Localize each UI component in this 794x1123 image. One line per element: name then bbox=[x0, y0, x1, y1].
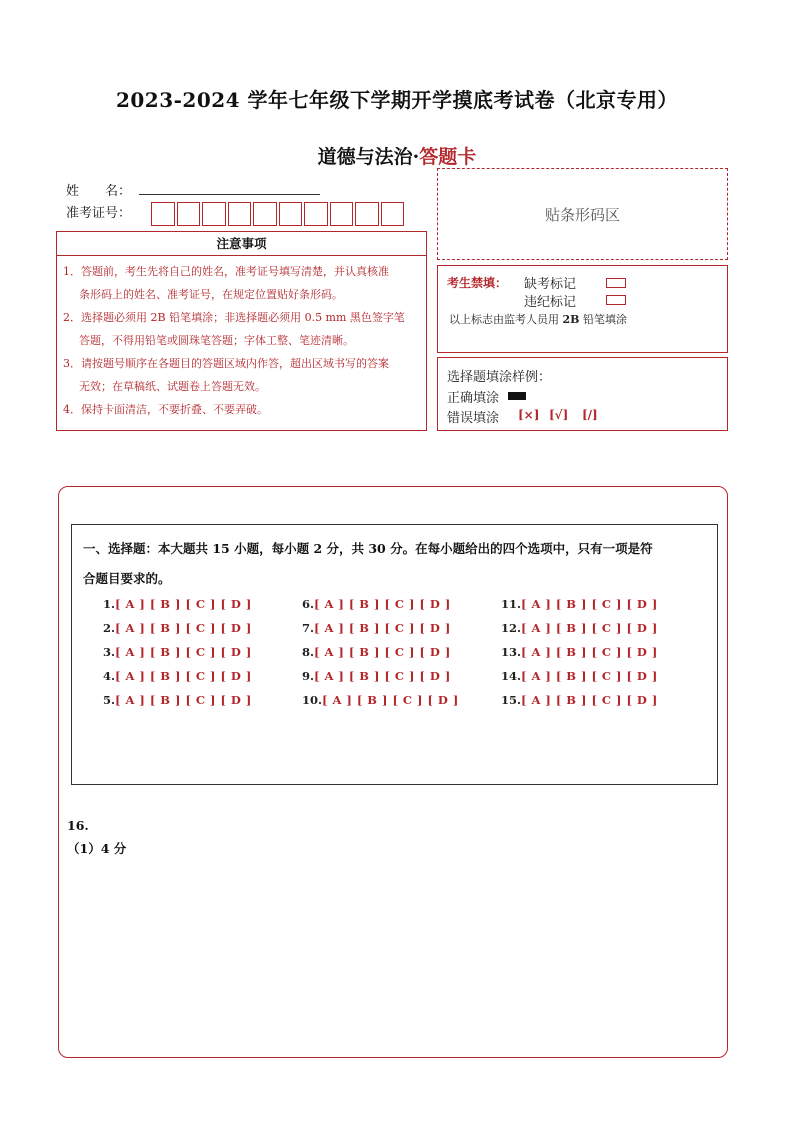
q16-number: 16. bbox=[67, 818, 89, 833]
ticket-digit-box[interactable] bbox=[228, 202, 252, 226]
violation-mark-label: 违纪标记 bbox=[524, 295, 577, 310]
mc-question[interactable] bbox=[501, 645, 657, 659]
answer-card-label: 答题卡 bbox=[419, 146, 477, 168]
mc-question[interactable] bbox=[103, 693, 251, 707]
mc-question[interactable] bbox=[302, 645, 450, 659]
sample-title: 选择题填涂样例： bbox=[447, 370, 552, 385]
question-number: 4. bbox=[103, 669, 116, 683]
ticket-digit-box[interactable] bbox=[304, 202, 328, 226]
mc-question[interactable] bbox=[103, 645, 251, 659]
question-number: 1. bbox=[103, 597, 116, 611]
answer-options[interactable]: [ A ] [ B ] [ C ] [ D ] bbox=[314, 597, 451, 611]
notice-item-cont: 条形码上的姓名、准考证号，在规定位置贴好条形码。 bbox=[79, 288, 343, 301]
question-number: 5. bbox=[103, 693, 116, 707]
proctor-only-box bbox=[437, 265, 728, 353]
notice-item-text: 2．选择题必须用 2B 铅笔填涂；非选择题必须用 0.5 mm 黑色签字笔 bbox=[63, 311, 405, 324]
fill-sample-box bbox=[437, 357, 728, 431]
barcode-area bbox=[437, 168, 728, 260]
wrong-mark-x: [×] bbox=[518, 408, 540, 422]
notice-item-text: 3．请按题号顺序在各题目的答题区域内作答，超出区域书写的答案 bbox=[63, 357, 389, 370]
ticket-digit-box[interactable] bbox=[177, 202, 201, 226]
question-number: 15. bbox=[501, 693, 522, 707]
question-number: 9. bbox=[302, 669, 315, 683]
answer-options[interactable]: [ A ] [ B ] [ C ] [ D ] bbox=[115, 693, 252, 707]
notice-item-text: 4．保持卡面清洁，不要折叠、不要弄破。 bbox=[63, 403, 268, 416]
name-label: 姓 名： bbox=[66, 184, 132, 199]
wrong-mark-check: [√] bbox=[549, 408, 569, 422]
answer-options[interactable]: [ A ] [ B ] [ C ] [ D ] bbox=[521, 621, 658, 635]
q16-part1-label: （1）4 分 bbox=[67, 841, 127, 856]
question-number: 6. bbox=[302, 597, 315, 611]
question-number: 13. bbox=[501, 645, 522, 659]
ticket-digit-box[interactable] bbox=[253, 202, 277, 226]
ticket-digit-box[interactable] bbox=[151, 202, 175, 226]
question-number: 3. bbox=[103, 645, 116, 659]
mc-question[interactable] bbox=[103, 669, 251, 683]
question-number: 14. bbox=[501, 669, 522, 683]
ticket-digit-box[interactable] bbox=[355, 202, 379, 226]
mc-question[interactable] bbox=[302, 693, 458, 707]
mc-question[interactable] bbox=[501, 693, 657, 707]
answer-options[interactable]: [ A ] [ B ] [ C ] [ D ] bbox=[521, 645, 658, 659]
correct-fill-label: 正确填涂 bbox=[447, 391, 500, 406]
ticket-digit-box[interactable] bbox=[279, 202, 303, 226]
answer-options[interactable]: [ A ] [ B ] [ C ] [ D ] bbox=[314, 621, 451, 635]
correct-fill-sample bbox=[508, 392, 526, 400]
exam-title: 2023-2024 学年七年级下学期开学摸底考试卷（北京专用） bbox=[115, 88, 679, 112]
question-number: 2. bbox=[103, 621, 116, 635]
mc-question[interactable] bbox=[103, 597, 251, 611]
answer-options[interactable]: [ A ] [ B ] [ C ] [ D ] bbox=[314, 669, 451, 683]
notice-item bbox=[63, 352, 423, 398]
mc-question[interactable] bbox=[302, 597, 450, 611]
mc-question[interactable] bbox=[302, 621, 450, 635]
question-number: 12. bbox=[501, 621, 522, 635]
question-number: 11. bbox=[501, 597, 522, 611]
wrong-mark-slash: [/] bbox=[582, 408, 598, 422]
notice-item bbox=[63, 398, 423, 421]
answer-options[interactable]: [ A ] [ B ] [ C ] [ D ] bbox=[521, 693, 658, 707]
mc-question[interactable] bbox=[501, 669, 657, 683]
ticket-digit-box[interactable] bbox=[202, 202, 226, 226]
answer-options[interactable]: [ A ] [ B ] [ C ] [ D ] bbox=[521, 597, 658, 611]
subject-label: 道德与法治· bbox=[317, 146, 420, 168]
notice-item-text: 1．答题前，考生先将自己的姓名，准考证号填写清楚，并认真核准 bbox=[63, 265, 389, 278]
answer-options[interactable]: [ A ] [ B ] [ C ] [ D ] bbox=[115, 597, 252, 611]
mc-question[interactable] bbox=[501, 621, 657, 635]
question-number: 7. bbox=[302, 621, 315, 635]
mc-question[interactable] bbox=[302, 669, 450, 683]
wrong-fill-label: 错误填涂 bbox=[447, 411, 500, 426]
violation-mark-box[interactable] bbox=[606, 295, 626, 305]
absent-mark-label: 缺考标记 bbox=[524, 277, 577, 292]
ban-note-suffix: 铅笔填涂 bbox=[582, 313, 627, 326]
mc-instruction-line2: 合题目要求的。 bbox=[83, 571, 171, 586]
name-field[interactable] bbox=[139, 193, 320, 195]
notice-item bbox=[63, 306, 423, 352]
ban-note-2b: 2B bbox=[562, 313, 580, 326]
answer-options[interactable]: [ A ] [ B ] [ C ] [ D ] bbox=[521, 669, 658, 683]
ticket-digit-box[interactable] bbox=[330, 202, 354, 226]
answer-options[interactable]: [ A ] [ B ] [ C ] [ D ] bbox=[115, 621, 252, 635]
notice-item bbox=[63, 260, 423, 306]
mc-question[interactable] bbox=[501, 597, 657, 611]
notice-item-cont: 无效；在草稿纸、试题卷上答题无效。 bbox=[79, 380, 266, 393]
ticket-digit-box[interactable] bbox=[381, 202, 405, 226]
notice-title: 注意事项 bbox=[57, 232, 426, 256]
absent-mark-box[interactable] bbox=[606, 278, 626, 288]
ban-note bbox=[449, 311, 627, 327]
notice-box bbox=[56, 231, 427, 431]
mc-instruction-line1: 一、选择题：本大题共 15 小题，每小题 2 分，共 30 分。在每小题给出的四个选项中，只有一项是符 bbox=[83, 541, 653, 556]
barcode-label: 贴条形码区 bbox=[544, 205, 620, 224]
ban-note-prefix: 以上标志由监考人员用 bbox=[449, 313, 559, 326]
question-number: 8. bbox=[302, 645, 315, 659]
answer-options[interactable]: [ A ] [ B ] [ C ] [ D ] bbox=[322, 693, 459, 707]
answer-options[interactable]: [ A ] [ B ] [ C ] [ D ] bbox=[314, 645, 451, 659]
answer-options[interactable]: [ A ] [ B ] [ C ] [ D ] bbox=[115, 645, 252, 659]
ticket-number-boxes[interactable] bbox=[151, 202, 406, 226]
question-number: 10. bbox=[302, 693, 323, 707]
ticket-label: 准考证号： bbox=[66, 206, 132, 221]
card-subtitle bbox=[0, 142, 794, 169]
notice-item-cont: 答题，不得用铅笔或圆珠笔答题；字体工整、笔迹清晰。 bbox=[79, 334, 354, 347]
q16-answer-space[interactable] bbox=[67, 862, 717, 1048]
answer-options[interactable]: [ A ] [ B ] [ C ] [ D ] bbox=[115, 669, 252, 683]
mc-question[interactable] bbox=[103, 621, 251, 635]
ban-label: 考生禁填： bbox=[447, 276, 508, 290]
